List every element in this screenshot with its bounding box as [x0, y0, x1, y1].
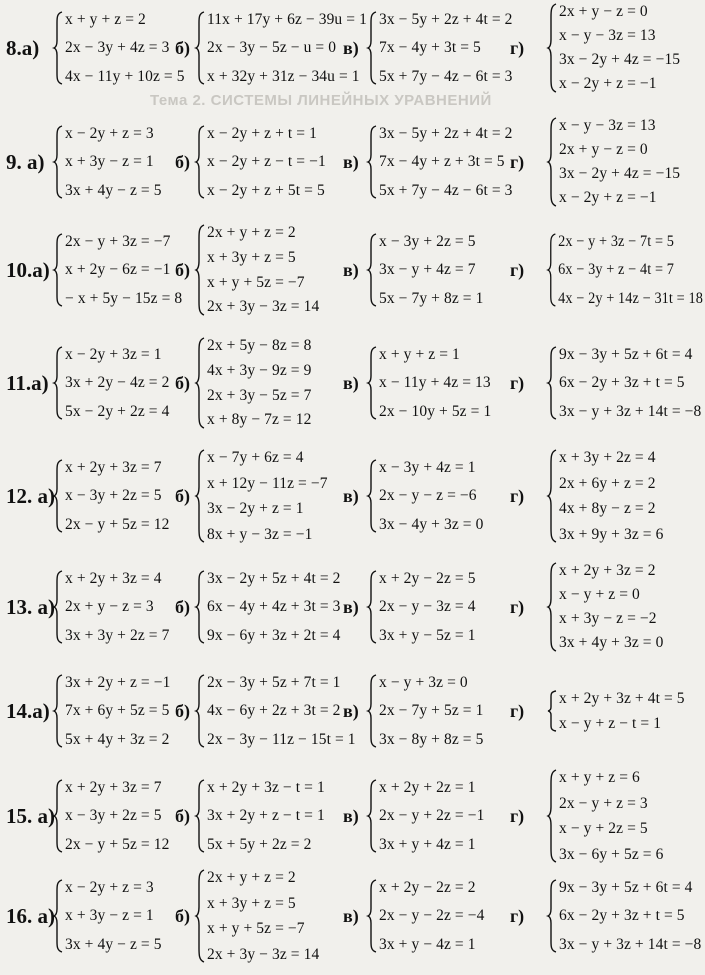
system-brace — [368, 347, 377, 419]
equation-list — [377, 675, 483, 747]
equation-list — [377, 780, 484, 852]
part-label: б) — [175, 373, 190, 393]
equation-list — [205, 780, 325, 852]
equation: 4x + 3y − 9z = 9 — [207, 361, 312, 379]
equation: 2x − y + 5z = 12 — [65, 835, 170, 853]
equation-list — [63, 880, 162, 952]
equation: x − y + 2z = 5 — [559, 820, 648, 837]
equation: 7x − 4y + 3t = 5 — [379, 39, 481, 57]
system-brace — [196, 225, 205, 315]
equation-list — [377, 126, 513, 198]
equation-list — [557, 563, 663, 651]
equation-list — [63, 126, 162, 198]
problem-row — [0, 225, 705, 315]
system-brace — [54, 126, 63, 198]
equation: 8x + y − 3z = −1 — [207, 525, 313, 543]
part-label: г) — [510, 597, 525, 617]
problem-number: 12. а) — [6, 484, 55, 508]
equation: 3x − 5y + 2z + 4t = 2 — [379, 125, 513, 142]
equation: x − 2y + z = 3 — [65, 879, 154, 896]
equation: x + 2y + 3z + 4t = 5 — [559, 690, 685, 707]
system-brace — [54, 12, 63, 84]
equation: x − 2y + z = −1 — [559, 189, 657, 207]
equation: 5x + 4y + 3z = 2 — [65, 730, 170, 748]
part-label: в) — [343, 260, 359, 280]
equation: x − 2y + z + 5t = 5 — [207, 181, 325, 199]
equation: 3x + 4y − z = 5 — [65, 181, 162, 199]
equation: 3x + 2y + z = −1 — [65, 674, 171, 691]
equation: 5x + 7y − 4z − 6t = 3 — [379, 67, 513, 85]
equation: x + 2y + 3z = 4 — [65, 570, 162, 587]
equation-list — [205, 225, 319, 315]
system-brace — [54, 780, 63, 852]
equation-list — [377, 460, 483, 532]
equation-system — [368, 126, 513, 198]
equation-system — [368, 880, 484, 952]
equation: x + 3y − z = −2 — [559, 610, 657, 628]
system-brace — [196, 571, 205, 643]
equation-list — [377, 234, 483, 306]
equation-system — [368, 234, 483, 306]
equation: 2x − y + z = 3 — [559, 794, 648, 812]
equation-system — [368, 460, 483, 532]
problem-number: 15. а) — [6, 804, 55, 828]
problem-row — [0, 870, 705, 962]
equation-system — [196, 12, 367, 84]
equation: 2x − y + 2z = −1 — [379, 807, 485, 825]
part-label: б) — [175, 906, 190, 926]
part-label: в) — [343, 906, 359, 926]
equation: x + 32y + 31z − 34u = 1 — [207, 67, 360, 85]
equation-system — [368, 12, 513, 84]
equation: − x + 5y − 15z = 8 — [65, 289, 183, 307]
equation-list — [557, 880, 701, 952]
equation-system — [368, 571, 476, 643]
equation: 2x − 10y + 5z = 1 — [379, 402, 492, 420]
equation: x + 2y + 3z = 7 — [65, 459, 162, 476]
equation-list — [205, 450, 328, 542]
equation: x − 11y + 4z = 13 — [379, 374, 491, 392]
equation: 2x + y + z = 2 — [207, 224, 296, 241]
equation: 6x − 2y + 3z + t = 5 — [559, 374, 685, 392]
equation-system — [548, 234, 703, 306]
equation: 5x − 7y + 8z = 1 — [379, 289, 484, 307]
system-brace — [548, 691, 557, 731]
equation-system — [196, 571, 341, 643]
equation-list — [205, 338, 311, 428]
equation: 9x − 3y + 5z + 6t = 4 — [559, 879, 693, 896]
part-label: г) — [510, 373, 525, 393]
equation: x + 2y + 3z = 7 — [65, 779, 162, 796]
equation: 5x − 2y + 2z = 4 — [65, 402, 170, 420]
equation: 2x − y + 3z − 7t = 5 — [558, 233, 674, 250]
equation: 4x − 6y + 2z + 3t = 2 — [207, 702, 341, 720]
equation-list — [557, 691, 685, 731]
equation-list — [377, 12, 513, 84]
equation-list — [205, 870, 319, 962]
problem-row — [0, 563, 705, 651]
equation: x + 2y + 3z − t = 1 — [207, 779, 325, 796]
equation-list — [377, 347, 491, 419]
problem-number: 16. а) — [6, 904, 55, 928]
equation: 2x + 5y − 8z = 8 — [207, 337, 312, 354]
problem-row — [0, 450, 705, 542]
equation: x − 2y + z + t = 1 — [207, 125, 317, 142]
system-brace — [54, 571, 63, 643]
part-label: б) — [175, 152, 190, 172]
equation: x + y + z = 2 — [65, 11, 146, 28]
equation: 2x − y − 3z = 4 — [379, 598, 476, 616]
system-brace — [548, 770, 557, 862]
system-brace — [548, 347, 557, 419]
equation-list — [63, 347, 169, 419]
equation: x + 2y + 2z = 1 — [379, 779, 476, 796]
equation: 4x − 11y + 10z = 5 — [65, 67, 185, 85]
equation: 3x − 2y + 4z = −15 — [559, 51, 681, 69]
equation: 2x − y − 2z = −4 — [379, 907, 485, 925]
equation: 3x − y + 4z = 7 — [379, 261, 476, 279]
equation: 4x + 8y − z = 2 — [559, 500, 656, 517]
equation: 6x − 3y + z − 4t = 7 — [558, 261, 674, 279]
equation: x + 2y − 2z = 2 — [379, 879, 476, 896]
equation-list — [377, 880, 484, 952]
equation: 6x − 4y + 4z + 3t = 3 — [207, 598, 341, 616]
equation: 2x + y − z = 0 — [559, 3, 648, 20]
equation: x + 2y − 6z = −1 — [65, 261, 171, 279]
equation-list — [557, 770, 663, 862]
equation: 2x + y + z = 2 — [207, 869, 296, 886]
equation-list — [63, 234, 182, 306]
system-brace — [548, 118, 557, 206]
equation: 2x + y − z = 0 — [559, 141, 648, 159]
equation-system — [54, 880, 162, 952]
equation-system — [54, 12, 185, 84]
part-label: в) — [343, 597, 359, 617]
system-brace — [548, 4, 557, 92]
part-label: г) — [510, 906, 525, 926]
equation-system — [548, 4, 680, 92]
equation: 3x + 9y + 3z = 6 — [559, 525, 664, 543]
equation: 3x − 2y + 5z + 4t = 2 — [207, 570, 341, 587]
equation: 3x + y − 5z = 1 — [379, 626, 476, 644]
part-label: г) — [510, 260, 525, 280]
equation-system — [196, 126, 326, 198]
equation: x − 3y + 4z = 1 — [379, 459, 476, 476]
part-label: г) — [510, 806, 525, 826]
system-brace — [548, 563, 557, 651]
equation: 2x + 6y + z = 2 — [559, 474, 656, 492]
equation: 3x − 6y + 5z = 6 — [559, 845, 664, 863]
equation: x − y − 3z = 13 — [559, 117, 656, 134]
system-brace — [54, 460, 63, 532]
system-brace — [368, 126, 377, 198]
equation: 3x − 2y + 4z = −15 — [559, 165, 681, 183]
equation: 2x − 3y + 5z + 7t = 1 — [207, 674, 341, 691]
equation: 3x − 8y + 8z = 5 — [379, 730, 484, 748]
system-brace — [368, 12, 377, 84]
system-brace — [368, 780, 377, 852]
equation-system — [54, 571, 169, 643]
equation-system — [196, 780, 325, 852]
equation-list — [377, 571, 476, 643]
equation: x − 3y + 2z = 5 — [65, 807, 162, 825]
equation: x + y + 5z = −7 — [207, 920, 305, 937]
equation-system — [548, 770, 663, 862]
system-brace — [54, 347, 63, 419]
equation: 4x − 2y + 14z − 31t = 18 — [558, 289, 703, 307]
equation-list — [557, 450, 663, 542]
equation: x + 3y + z = 5 — [207, 248, 296, 266]
equation: x + 2y + 3z = 2 — [559, 562, 656, 579]
part-label: б) — [175, 701, 190, 721]
equation-list — [556, 234, 703, 306]
system-brace — [196, 450, 205, 542]
system-brace — [548, 234, 556, 306]
equation: 2x − 3y + 4z = 3 — [65, 39, 170, 57]
equation: x − 2y + z = −1 — [559, 75, 657, 93]
problem-row — [0, 118, 705, 206]
equation-list — [205, 571, 341, 643]
problem-number: 10.а) — [6, 258, 50, 282]
part-label: в) — [343, 152, 359, 172]
part-label: г) — [510, 152, 525, 172]
equation-list — [63, 675, 170, 747]
part-label: б) — [175, 260, 190, 280]
equation: x − y + 3z = 0 — [379, 674, 468, 691]
system-brace — [368, 880, 377, 952]
system-brace — [54, 675, 63, 747]
equation: 3x + 4y + 3z = 0 — [559, 634, 664, 652]
equation: x − 2y + 3z = 1 — [65, 346, 162, 363]
problem-row — [0, 338, 705, 428]
equation: x − y + z − t = 1 — [559, 714, 662, 732]
equation: x − 2y + z − t = −1 — [207, 153, 326, 171]
system-brace — [548, 450, 557, 542]
part-label: в) — [343, 38, 359, 58]
equation: x + 12y − 11z = −7 — [207, 474, 328, 492]
problem-row — [0, 4, 705, 92]
system-brace — [196, 780, 205, 852]
system-brace — [196, 126, 205, 198]
equation: 9x − 6y + 3z + 2t = 4 — [207, 626, 341, 644]
equation-list — [557, 4, 680, 92]
system-brace — [196, 338, 205, 428]
equation: x + 2y − 2z = 5 — [379, 570, 476, 587]
equation-list — [205, 126, 326, 198]
equation: 2x + y − z = 3 — [65, 598, 154, 616]
equation-list — [557, 118, 680, 206]
equation: 3x − 2y + z = 1 — [207, 500, 304, 517]
part-label: г) — [510, 701, 525, 721]
system-brace — [368, 571, 377, 643]
equation-system — [548, 347, 701, 419]
equation: 3x + y + 4z = 1 — [379, 835, 476, 853]
problem-row — [0, 675, 705, 747]
part-label: в) — [343, 486, 359, 506]
equation: 2x − y + 3z = −7 — [65, 233, 171, 250]
equation: 3x − 4y + 3z = 0 — [379, 515, 484, 533]
equation: 2x + 3y − 3z = 14 — [207, 298, 320, 316]
equation-system — [548, 563, 663, 651]
part-label: в) — [343, 373, 359, 393]
equation-system — [54, 126, 162, 198]
equation: x + 3y − z = 1 — [65, 153, 154, 171]
equation: x − 3y + 2z = 5 — [65, 487, 162, 505]
problem-number: 14.а) — [6, 699, 50, 723]
equation: x + y + 5z = −7 — [207, 273, 305, 291]
equation: 3x − y + 3z + 14t = −8 — [559, 935, 702, 953]
equation: x + y + z = 6 — [559, 769, 640, 786]
equation-system — [54, 347, 169, 419]
equation-list — [63, 12, 185, 84]
equation: 2x − 3y − 5z − u = 0 — [207, 39, 337, 57]
equation: x − 2y + z = 3 — [65, 125, 154, 142]
equation: 2x − 3y − 11z − 15t = 1 — [207, 730, 356, 748]
equation: 3x − 5y + 2z + 4t = 2 — [379, 11, 513, 28]
equation-system — [196, 225, 319, 315]
equation-system — [196, 870, 319, 962]
system-brace — [54, 880, 63, 952]
equation: 3x + 2y − 4z = 2 — [65, 374, 170, 392]
problem-number: 13. а) — [6, 595, 55, 619]
part-label: б) — [175, 597, 190, 617]
equation-system — [54, 675, 170, 747]
equation-system — [368, 675, 483, 747]
part-label: б) — [175, 486, 190, 506]
equation: 3x + y − 4z = 1 — [379, 935, 476, 953]
equation: x + y + z = 1 — [379, 346, 460, 363]
system-brace — [196, 12, 205, 84]
problem-number: 8.а) — [6, 36, 40, 60]
equation: 5x + 5y + 2z = 2 — [207, 835, 312, 853]
equation: x − 3y + 2z = 5 — [379, 233, 476, 250]
part-label: б) — [175, 806, 190, 826]
system-brace — [368, 675, 377, 747]
equation-list — [205, 675, 356, 747]
part-label: б) — [175, 38, 190, 58]
equation: 2x + 3y − 3z = 14 — [207, 945, 320, 963]
equation-list — [63, 571, 169, 643]
equation-system — [548, 880, 701, 952]
bleed-through-heading: Тема 2. СИСТЕМЫ ЛИНЕЙНЫХ УРАВНЕНИЙ — [150, 92, 492, 109]
problem-number: 9. а) — [6, 150, 45, 174]
part-label: г) — [510, 38, 525, 58]
equation: 7x + 6y + 5z = 5 — [65, 702, 170, 720]
equation-system — [196, 338, 311, 428]
equation: 2x − y + 5z = 12 — [65, 515, 170, 533]
equation: x + 3y − z = 1 — [65, 907, 154, 925]
equation: 9x − 3y + 5z + 6t = 4 — [559, 346, 693, 363]
equation: x − 7y + 6z = 4 — [207, 449, 304, 466]
equation-list — [63, 460, 169, 532]
equation: 3x + 3y + 2z = 7 — [65, 626, 170, 644]
part-label: в) — [343, 701, 359, 721]
equation: 7x − 4y + z + 3t = 5 — [379, 153, 505, 171]
system-brace — [196, 675, 205, 747]
equation: 11x + 17y + 6z − 39u = 1 — [207, 11, 367, 28]
equation: 6x − 2y + 3z + t = 5 — [559, 907, 685, 925]
equation: 2x + 3y − 5z = 7 — [207, 386, 312, 404]
system-brace — [368, 234, 377, 306]
equation: 3x + 4y − z = 5 — [65, 935, 162, 953]
equation: x + 3y + z = 5 — [207, 894, 296, 912]
system-brace — [368, 460, 377, 532]
system-brace — [548, 880, 557, 952]
problem-row — [0, 770, 705, 862]
part-label: г) — [510, 486, 525, 506]
equation-system — [54, 234, 182, 306]
equation: x − y − 3z = 13 — [559, 27, 656, 45]
equation-system — [548, 691, 685, 731]
equation-system — [196, 450, 328, 542]
equation: x + 8y − 7z = 12 — [207, 411, 312, 429]
equation-system — [54, 780, 169, 852]
equation-system — [54, 460, 169, 532]
system-brace — [54, 234, 63, 306]
system-brace — [196, 870, 205, 962]
equation: x + 3y + 2z = 4 — [559, 449, 656, 466]
equation: 2x − y − z = −6 — [379, 487, 477, 505]
equation-system — [548, 118, 680, 206]
equation: 5x + 7y − 4z − 6t = 3 — [379, 181, 513, 199]
equation-system — [196, 675, 356, 747]
problem-number: 11.а) — [6, 371, 49, 395]
equation-system — [368, 347, 491, 419]
equation: 2x − 7y + 5z = 1 — [379, 702, 484, 720]
equation: x − y + z = 0 — [559, 586, 640, 604]
equation-list — [63, 780, 169, 852]
equation: 3x + 2y + z − t = 1 — [207, 807, 325, 825]
equation-system — [548, 450, 663, 542]
equation-system — [368, 780, 484, 852]
part-label: в) — [343, 806, 359, 826]
equation: 3x − y + 3z + 14t = −8 — [559, 402, 702, 420]
equation-list — [557, 347, 701, 419]
